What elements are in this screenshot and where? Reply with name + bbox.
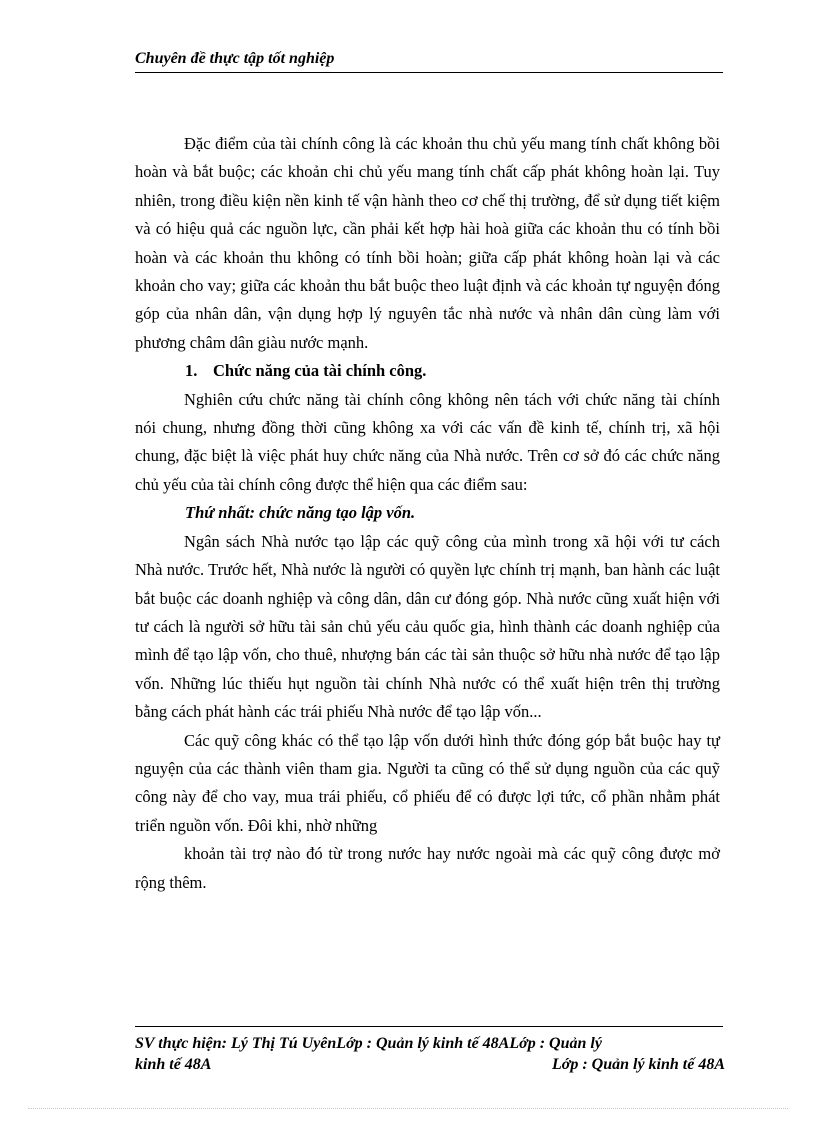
paragraph: Các quỹ công khác có thể tạo lập vốn dưới hình thức đóng góp bắt buộc hay tự nguyện của các thành viên tham gia. Người ta cũng có thể sử dụng nguồn của các quỹ công này để cho vay, mua trái phiếu, cổ phiếu để có được lợi tức, cổ phần nhằm phát triển nguồn vốn. Đôi khi, nhờ những	[135, 730, 720, 835]
page-boundary-divider	[28, 1108, 788, 1109]
sub-heading: Thứ nhất: chức năng tạo lập vốn.	[185, 503, 416, 523]
section-heading-text: Chức năng của tài chính công.	[213, 361, 427, 381]
section-number: 1.	[185, 361, 198, 381]
page-header	[135, 48, 723, 73]
paragraph: Nghiên cứu chức năng tài chính công không nên tách với chức năng tài chính nói chung, nhưng đồng thời cũng không xa với các vấn đề kinh tế, chính trị, xã hội chung, đặc biệt là việc phát huy chức năng của Nhà nước. Trên cơ sở đó các chức năng chủ yếu của tài chính công được thể hiện qua các điểm sau:	[135, 389, 720, 494]
footer-line-1: SV thực hiện: Lý Thị Tú UyênLớp : Quản lý kinh tế 48ALớp : Quản lý	[135, 1035, 602, 1052]
document-body	[135, 130, 720, 897]
footer-class-left: kinh tế 48A	[135, 1056, 212, 1073]
paragraph: Ngân sách Nhà nước tạo lập các quỹ công của mình trong xã hội với tư cách Nhà nước. Trước hết, Nhà nước là người có quyền lực chính trị mạnh, ban hành các luật bắt buộc các doanh nghiệp và công dân, dân cư đóng góp. Nhà nước cũng xuất hiện với tư cách là người sở hữu tài sản chủ yếu cảu quốc gia, hình thành các doanh nghiệp của mình để tạo lập vốn, cho thuê, nhượng bán các tài sản thuộc sở hữu nhà nước để tạo lập vốn. Những lúc thiếu hụt nguồn tài chính Nhà nước có thể xuất hiện trên thị trường bằng cách phát hành các trái phiếu Nhà nước để tạo lập vốn...	[135, 531, 720, 722]
header-title: Chuyên đề thực tập tốt nghiệp	[135, 50, 335, 67]
page-footer	[135, 1026, 725, 1073]
paragraph: khoản tài trợ nào đó từ trong nước hay nước ngoài mà các quỹ công được mở rộng thêm.	[135, 844, 720, 892]
section-heading	[135, 357, 720, 385]
footer-class-right: Lớp : Quản lý kinh tế 48A	[551, 1056, 725, 1073]
footer-line-2	[135, 1056, 725, 1074]
paragraph: Đặc điểm của tài chính công là các khoản thu chủ yếu mang tính chất không bồi hoàn và bắt buộc; các khoản chi chủ yếu mang tính chất cấp phát không hoàn lại. Tuy nhiên, trong điều kiện nền kinh tế vận hành theo cơ chế thị trường, để sử dụng tiết kiệm và có hiệu quả các nguồn lực, cần phải kết hợp hài hoà giữa các khoản thu có tính bồi hoàn và các khoản thu không có tính bồi hoàn; giữa cấp phát không hoàn lại và các khoản cho vay; giữa các khoản thu bắt buộc theo luật định và các khoản tự nguyện đóng góp của nhân dân, vận dụng hợp lý nguyên tắc nhà nước và nhân dân cùng làm với phương châm dân giàu nước mạnh.	[135, 134, 720, 352]
